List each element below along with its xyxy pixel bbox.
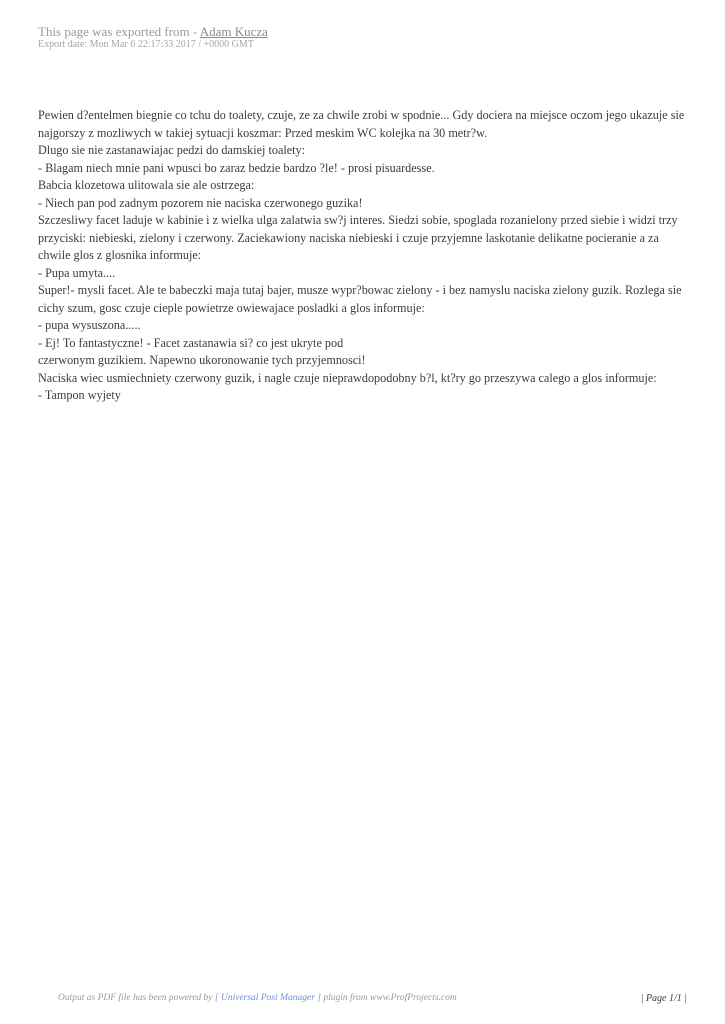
article-line: Naciska wiec usmiechniety czerwony guzik, i nagle czuje nieprawdopodobny b?l, kt?ry go przeszywa calego a glos informuje: bbox=[38, 370, 657, 385]
article-line: - pupa wysuszona..... bbox=[38, 318, 141, 332]
article-line: Babcia klozetowa ulitowala sie ale ostrzega: bbox=[38, 178, 255, 192]
article-line: - Pupa umyta.... bbox=[38, 265, 116, 280]
export-prefix: This page was exported from - bbox=[38, 24, 200, 39]
article-line: Szczesliwy facet laduje w kabinie i z wielka ulga zalatwia sw?j interes. Siedzi sobie, spoglada rozanielony przed siebie i widzi trzy przyciski: niebieski, zielony i czerwony. Zaciekawiony naciska niebieski i czuje przyjemne laskotanie delikatne pocieranie a za chwile glos z glosnika informuje: bbox=[38, 213, 678, 262]
article-line: Super!- mysli facet. Ale te babeczki maja tutaj bajer, musze wypr?bowac zielony - i bez namyslu naciska zielony guzik. Rozlega sie cichy szum, gosc czuje cieple powietrze owiewajace posladki a glos informuje: bbox=[38, 283, 682, 315]
footer-suffix: ] plugin from www.ProfProjects.com bbox=[314, 993, 457, 1003]
page-number: | Page 1/1 | bbox=[640, 993, 687, 1004]
footer-powered-by bbox=[58, 993, 457, 1003]
export-source-line bbox=[38, 24, 688, 39]
article-line: Dlugo sie nie zastanawiajac pedzi do damskiej toalety: bbox=[38, 143, 306, 157]
source-link[interactable]: Adam Kucza bbox=[199, 24, 268, 39]
export-header bbox=[38, 24, 688, 51]
article-line: czerwonym guzikiem. Napewno ukoronowanie tych przyjemnosci! bbox=[38, 353, 366, 367]
article-body bbox=[38, 107, 688, 405]
plugin-link[interactable]: Universal Post Manager bbox=[220, 993, 315, 1003]
article-line: - Blagam niech mnie pani wpusci bo zaraz bedzie bardzo ?le! - prosi pisuardesse. bbox=[38, 160, 435, 175]
article-line: - Niech pan pod zadnym pozorem nie naciska czerwonego guzika! bbox=[38, 195, 363, 210]
footer-prefix: Output as PDF file has been powered by [ bbox=[58, 993, 221, 1003]
export-date: Export date: Mon Mar 6 22:17:33 2017 / +0000 GMT bbox=[38, 39, 254, 50]
article-line: - Ej! To fantastyczne! - Facet zastanawia si? co jest ukryte pod bbox=[38, 335, 344, 350]
article-line: - Tampon wyjety bbox=[38, 388, 121, 402]
article-line: Pewien d?entelmen biegnie co tchu do toalety, czuje, ze za chwile zrobi w spodnie... Gdy dociera na miejsce oczom jego ukazuje sie najgorszy z mozliwych w takiej sytuacji koszmar: Przed meskim WC kolejka na 30 metr?w. bbox=[38, 108, 685, 140]
